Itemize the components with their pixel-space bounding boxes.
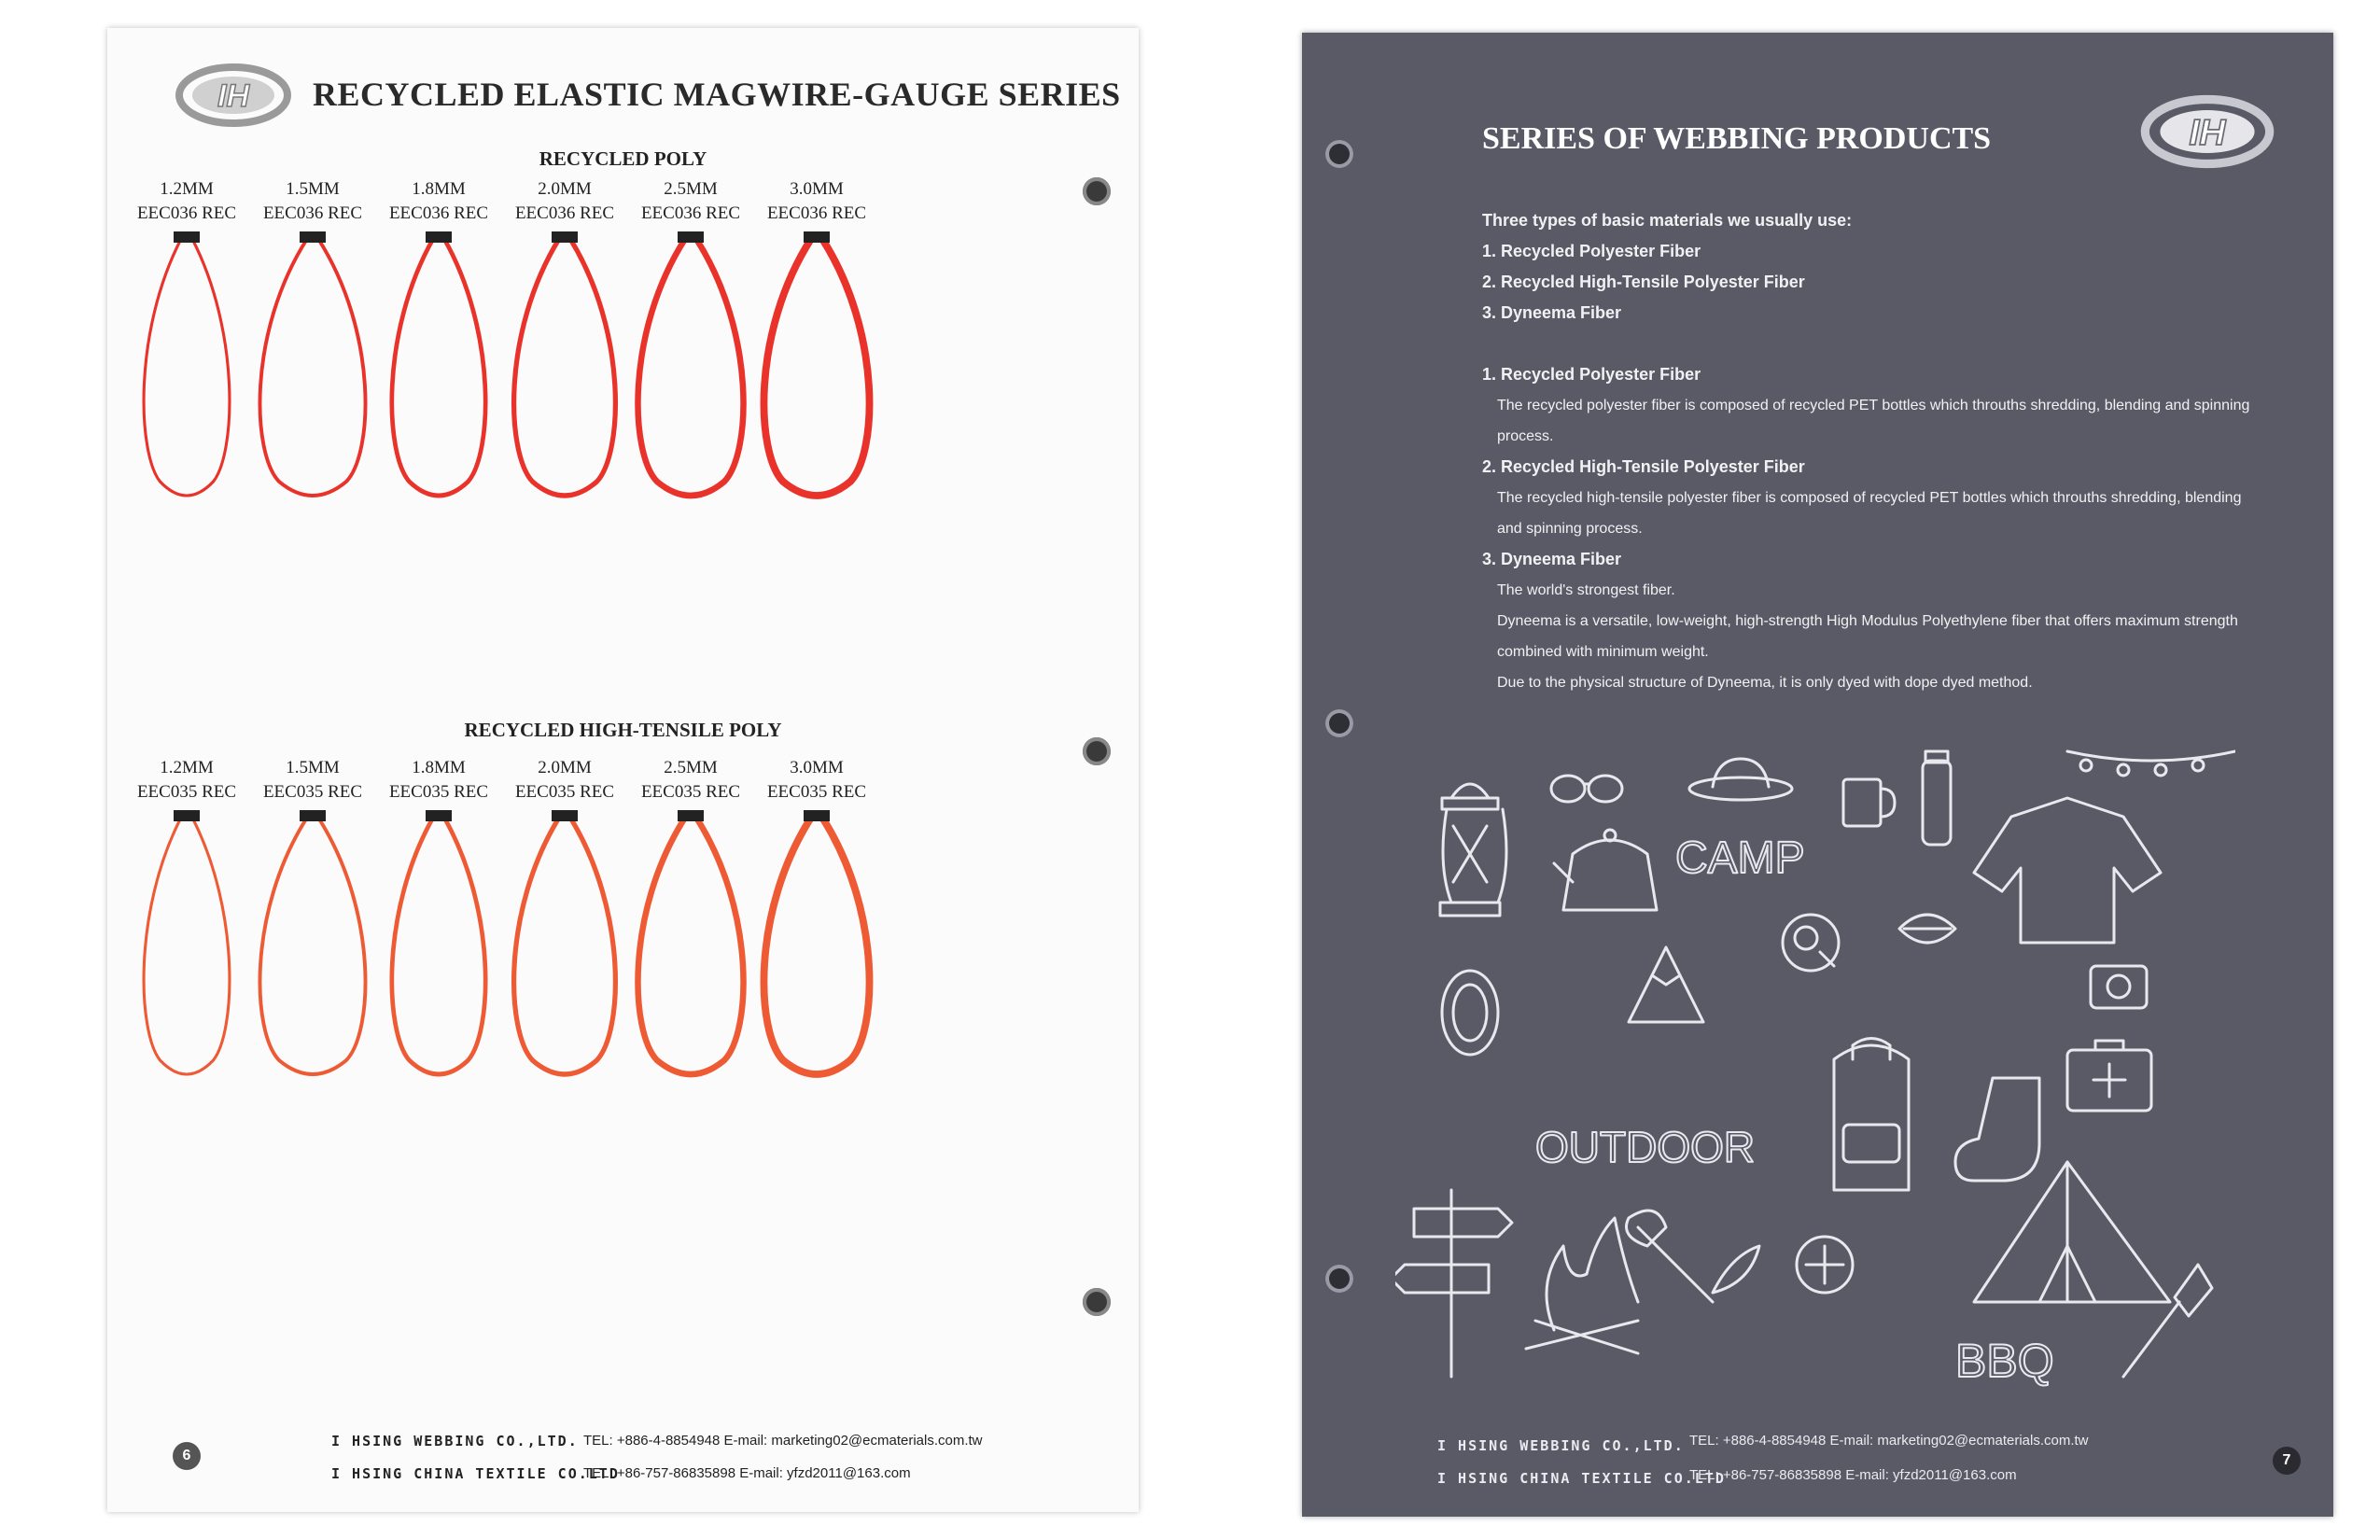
metal-clip <box>426 231 452 243</box>
detail-text: The world's strongest fiber. <box>1497 582 1675 598</box>
detail-heading: 2. Recycled High-Tensile Polyester Fiber <box>1482 457 1805 476</box>
metal-clip <box>678 231 704 243</box>
signpost-icon <box>1395 1190 1512 1377</box>
elastic-swatch <box>621 756 761 1088</box>
metal-clip <box>804 810 830 821</box>
axe-icon <box>1627 1211 1714 1302</box>
detail-text: The recycled high-tensile polyester fiber is composed of recycled PET bottles which throuths shredding, blending <box>1497 490 2242 506</box>
leaf-icon <box>1899 915 1955 943</box>
materials-description <box>1482 205 2285 698</box>
compass-icon <box>1797 1237 1853 1293</box>
material-list-item: 1. Recycled Polyester Fiber <box>1482 242 1701 260</box>
sweater-icon <box>1974 798 2161 943</box>
swatch-size-label: 1.2MM <box>160 179 214 199</box>
detail-heading: 1. Recycled Polyester Fiber <box>1482 365 1701 384</box>
binoculars-icon <box>1551 776 1622 802</box>
detail-text: combined with minimum weight. <box>1497 644 1709 660</box>
elastic-loop <box>637 818 743 1074</box>
binder-hole <box>1083 177 1111 205</box>
section-title-high-tensile-poly: RECYCLED HIGH-TENSILE POLY <box>464 719 782 741</box>
swatch-code-label: EEC035 REC <box>514 782 615 802</box>
material-list-item: 3. Dyneema Fiber <box>1482 303 1622 322</box>
elastic-loop <box>392 239 485 496</box>
metal-clip <box>426 810 452 821</box>
binder-hole <box>1325 140 1353 168</box>
section-title-recycled-poly: RECYCLED POLY <box>539 147 707 170</box>
metal-clip <box>552 810 578 821</box>
campfire-icon <box>1526 1218 1638 1353</box>
detail-text: Dyneema is a versatile, low-weight, high-strength High Modulus Polyethylene fiber that offers maximum strength <box>1497 613 2238 629</box>
intro-line: Three types of basic materials we usually use: <box>1482 211 1853 230</box>
footer-company-2: I HSING CHINA TEXTILE CO.LTD <box>1437 1470 1726 1487</box>
string-lights-icon <box>2067 751 2235 776</box>
swatch-code-label: EEC036 REC <box>514 203 615 223</box>
binder-hole <box>1325 1265 1353 1293</box>
first-aid-kit-icon <box>2067 1041 2151 1111</box>
elastic-loop <box>392 818 485 1074</box>
detail-text: Due to the physical structure of Dyneema, it is only dyed with dope dyed method. <box>1497 675 2033 691</box>
swatch-size-label: 2.0MM <box>538 758 592 777</box>
mountain-icon <box>1629 947 1703 1022</box>
metal-clip <box>804 231 830 243</box>
detail-text: and spinning process. <box>1497 521 1643 537</box>
swatch-code-label: EEC036 REC <box>766 203 867 223</box>
swatch-code-label: EEC036 REC <box>388 203 489 223</box>
page-number: 7 <box>2273 1447 2301 1475</box>
swatch-code-label: EEC035 REC <box>388 782 489 802</box>
elastic-loop-sample <box>747 808 887 1088</box>
company-logo <box>173 58 294 133</box>
elastic-loop <box>259 818 365 1074</box>
elastic-loop-sample <box>495 808 635 1088</box>
shovel-icon <box>2123 1265 2212 1377</box>
metal-clip <box>174 810 200 821</box>
page-number: 6 <box>173 1442 201 1470</box>
elastic-swatch <box>243 177 383 510</box>
detail-text: The recycled polyester fiber is composed of recycled PET bottles which throuths shredding, blending and spinning <box>1497 398 2250 413</box>
sock-icon <box>1955 1078 2039 1181</box>
doodle-word-outdoor: OUTDOOR <box>1535 1123 1756 1171</box>
footer-company-1: I HSING WEBBING CO.,LTD. <box>1437 1437 1685 1454</box>
footer-contact-2: TEL: +86-757-86835898 E-mail: yfzd2011@163.com <box>1689 1467 2017 1483</box>
swatch-size-label: 1.8MM <box>412 758 466 777</box>
elastic-loop <box>514 818 616 1074</box>
elastic-swatch <box>495 756 635 1088</box>
logo-text: IH <box>217 78 249 114</box>
metal-clip <box>552 231 578 243</box>
swatch-code-label: EEC035 REC <box>136 782 237 802</box>
elastic-loop-sample <box>369 808 509 1088</box>
metal-clip <box>300 810 326 821</box>
leaf-icon <box>1713 1246 1759 1293</box>
kettle-icon <box>1554 830 1657 910</box>
page-title: SERIES OF WEBBING PRODUCTS <box>1482 121 1992 156</box>
swatch-size-label: 2.5MM <box>664 758 718 777</box>
elastic-swatch <box>369 756 509 1088</box>
metal-clip <box>678 810 704 821</box>
doodle-word-bbq: BBQ <box>1955 1335 2054 1387</box>
thermos-icon <box>1923 751 1951 845</box>
elastic-loop-sample <box>243 230 383 510</box>
elastic-loop-sample <box>369 230 509 510</box>
binder-hole <box>1083 737 1111 765</box>
binder-hole <box>1325 709 1353 737</box>
swatch-size-label: 1.5MM <box>286 758 340 777</box>
footer-company-2: I HSING CHINA TEXTILE CO.LTD <box>331 1465 620 1482</box>
footer-company-1: I HSING WEBBING CO.,LTD. <box>331 1433 579 1449</box>
elastic-loop-sample <box>621 808 761 1088</box>
swatch-code-label: EEC036 REC <box>262 203 363 223</box>
swatch-code-label: EEC035 REC <box>766 782 867 802</box>
elastic-loop-sample <box>117 230 257 510</box>
right-catalog-page <box>1302 33 2333 1517</box>
elastic-loop-sample <box>621 230 761 510</box>
page-title: RECYCLED ELASTIC MAGWIRE-GAUGE SERIES <box>313 76 1121 113</box>
swatch-size-label: 3.0MM <box>790 758 844 777</box>
elastic-loop <box>259 239 365 496</box>
elastic-swatch <box>495 177 635 510</box>
elastic-loop <box>637 239 743 496</box>
metal-clip <box>174 231 200 243</box>
detail-heading: 3. Dyneema Fiber <box>1482 550 1622 568</box>
hat-icon <box>1689 759 1792 800</box>
elastic-swatch <box>243 756 383 1088</box>
elastic-loop <box>763 818 869 1074</box>
swatch-code-label: EEC035 REC <box>640 782 741 802</box>
elastic-loop <box>144 239 230 496</box>
swatch-size-label: 2.0MM <box>538 179 592 199</box>
elastic-loop-sample <box>117 808 257 1088</box>
lantern-icon <box>1440 784 1506 916</box>
metal-clip <box>300 231 326 243</box>
rope-icon <box>1442 971 1498 1055</box>
swatch-size-label: 3.0MM <box>790 179 844 199</box>
swatch-size-label: 1.5MM <box>286 179 340 199</box>
outdoor-doodle-illustration <box>1395 742 2235 1414</box>
swatch-code-label: EEC035 REC <box>262 782 363 802</box>
elastic-swatch <box>747 756 887 1088</box>
swatch-size-label: 2.5MM <box>664 179 718 199</box>
elastic-loop-sample <box>243 808 383 1088</box>
elastic-swatch <box>117 177 257 510</box>
elastic-swatch <box>369 177 509 510</box>
magnifier-icon <box>1783 915 1839 971</box>
company-logo <box>2137 89 2277 175</box>
left-catalog-page <box>107 28 1139 1512</box>
swatch-code-label: EEC036 REC <box>640 203 741 223</box>
swatch-code-label: EEC036 REC <box>136 203 237 223</box>
binder-hole <box>1083 1288 1111 1316</box>
mug-icon <box>1843 779 1895 826</box>
elastic-loop <box>763 239 869 496</box>
swatch-size-label: 1.8MM <box>412 179 466 199</box>
material-list-item: 2. Recycled High-Tensile Polyester Fiber <box>1482 273 1805 291</box>
tent-icon <box>1974 1162 2170 1302</box>
footer-contact-1: TEL: +886-4-8854948 E-mail: marketing02@ecmaterials.com.tw <box>1689 1433 2089 1449</box>
elastic-loop-sample <box>747 230 887 510</box>
footer-contact-2: TEL: +86-757-86835898 E-mail: yfzd2011@163.com <box>583 1465 911 1481</box>
elastic-loop-sample <box>495 230 635 510</box>
detail-text: process. <box>1497 428 1554 444</box>
backpack-icon <box>1834 1039 1909 1191</box>
elastic-swatch <box>117 756 257 1088</box>
doodle-word-camp: CAMP <box>1675 833 1805 883</box>
elastic-swatch <box>747 177 887 510</box>
camera-icon <box>2091 966 2147 1008</box>
elastic-swatch <box>621 177 761 510</box>
logo-text: IH <box>2189 112 2226 153</box>
swatch-size-label: 1.2MM <box>160 758 214 777</box>
elastic-loop <box>144 818 230 1074</box>
footer-contact-1: TEL: +886-4-8854948 E-mail: marketing02@ecmaterials.com.tw <box>583 1433 983 1449</box>
elastic-loop <box>514 239 616 496</box>
